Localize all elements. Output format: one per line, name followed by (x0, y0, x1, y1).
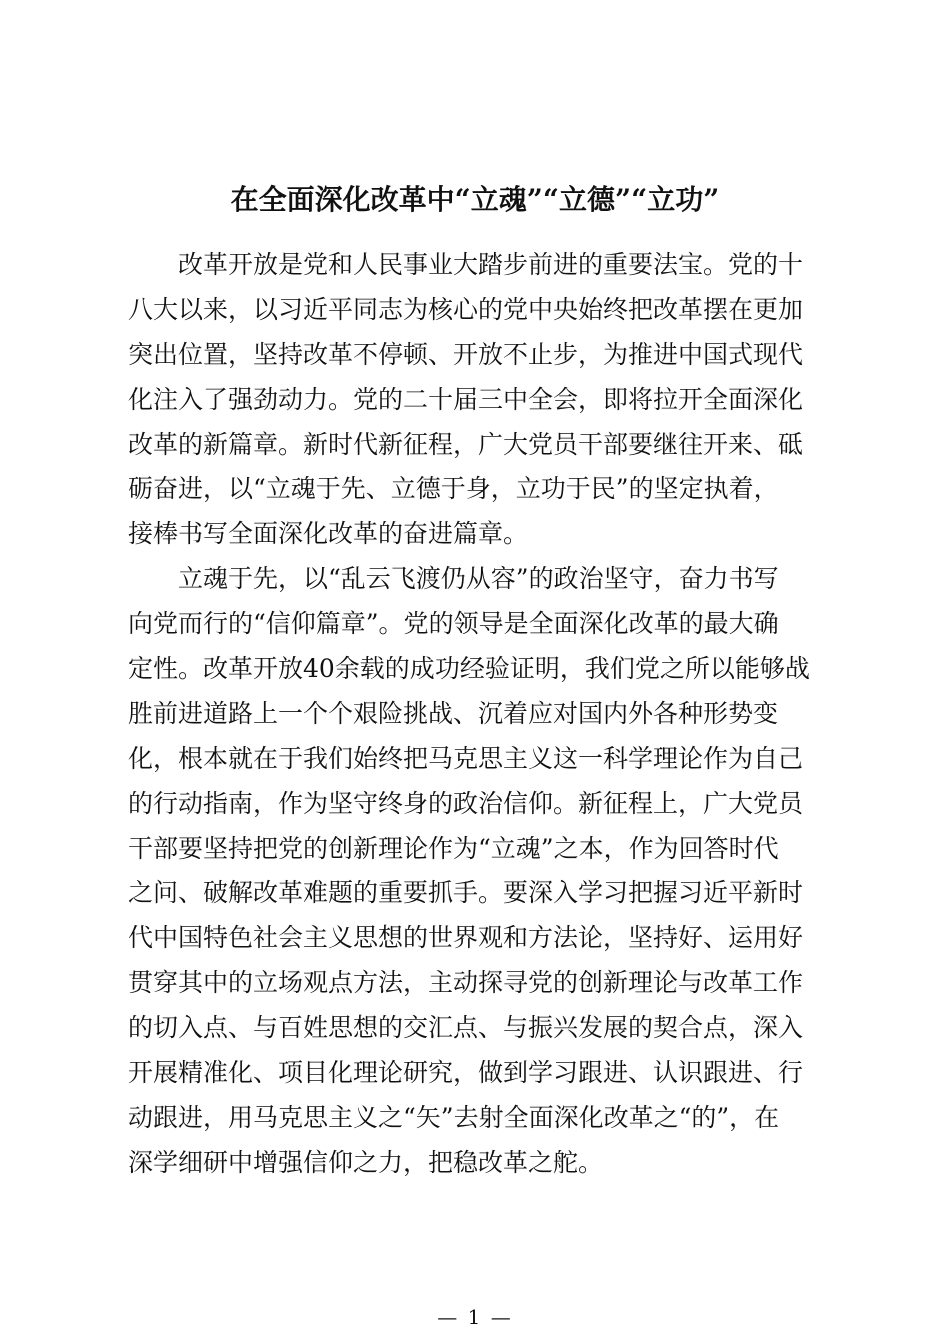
paragraph-line: 化注入了强劲动力。党的二十届三中全会，即将拉开全面深化 (128, 384, 804, 414)
paragraph-line: 胜前进道路上一个个艰险挑战、沉着应对国内外各种形势变 (128, 698, 779, 728)
paragraph-line: 干部要坚持把党的创新理论作为“立魂”之本，作为回答时代 (128, 833, 779, 863)
paragraph-1 (128, 243, 823, 557)
paragraph-line: 向党而行的“信仰篇章”。党的领导是全面深化改革的最大确 (128, 609, 779, 639)
paragraph-line: 代中国特色社会主义思想的世界观和方法论，坚持好、运用好 (128, 923, 804, 953)
paragraph-line: 改革开放是党和人民事业大踏步前进的重要法宝。党的十 (178, 250, 804, 279)
paragraph-2 (128, 557, 823, 1185)
paragraph-line: 改革的新篇章。新时代新征程，广大党员干部要继往开来、砥 (128, 429, 804, 459)
paragraph-line: 深学细研中增强信仰之力，把稳改革之舵。 (128, 1147, 604, 1177)
document-title: 在全面深化改革中“立魂”“立德”“立功” (230, 183, 720, 216)
paragraph-line: 定性。改革开放40余载的成功经验证明，我们党之所以能够战 (128, 654, 810, 684)
page-number: — 1 — (437, 1305, 513, 1329)
paragraph-line: 之问、破解改革难题的重要抓手。要深入学习把握习近平新时 (128, 878, 804, 908)
paragraph-line: 立魂于先，以“乱云飞渡仍从容”的政治坚守，奋力书写 (178, 564, 779, 594)
paragraph-line: 砺奋进，以“立魂于先、立德于身，立功于民”的坚定执着， (128, 474, 779, 504)
paragraph-line: 化，根本就在于我们始终把马克思主义这一科学理论作为自己 (128, 743, 804, 773)
paragraph-line: 贯穿其中的立场观点方法，主动探寻党的创新理论与改革工作 (128, 968, 804, 998)
paragraph-line: 接棒书写全面深化改革的奋进篇章。 (128, 519, 529, 549)
document-body (128, 243, 823, 1186)
paragraph-line: 开展精准化、项目化理论研究，做到学习跟进、认识跟进、行 (128, 1058, 804, 1088)
paragraph-line: 的行动指南，作为坚守终身的政治信仰。新征程上，广大党员 (128, 788, 804, 818)
paragraph-line: 突出位置，坚持改革不停顿、开放不止步，为推进中国式现代 (128, 339, 804, 369)
paragraph-line: 的切入点、与百姓思想的交汇点、与振兴发展的契合点，深入 (128, 1013, 804, 1043)
paragraph-line: 八大以来，以习近平同志为核心的党中央始终把改革摆在更加 (128, 294, 804, 324)
paragraph-line: 动跟进，用马克思主义之“矢”去射全面深化改革之“的”，在 (128, 1102, 780, 1132)
